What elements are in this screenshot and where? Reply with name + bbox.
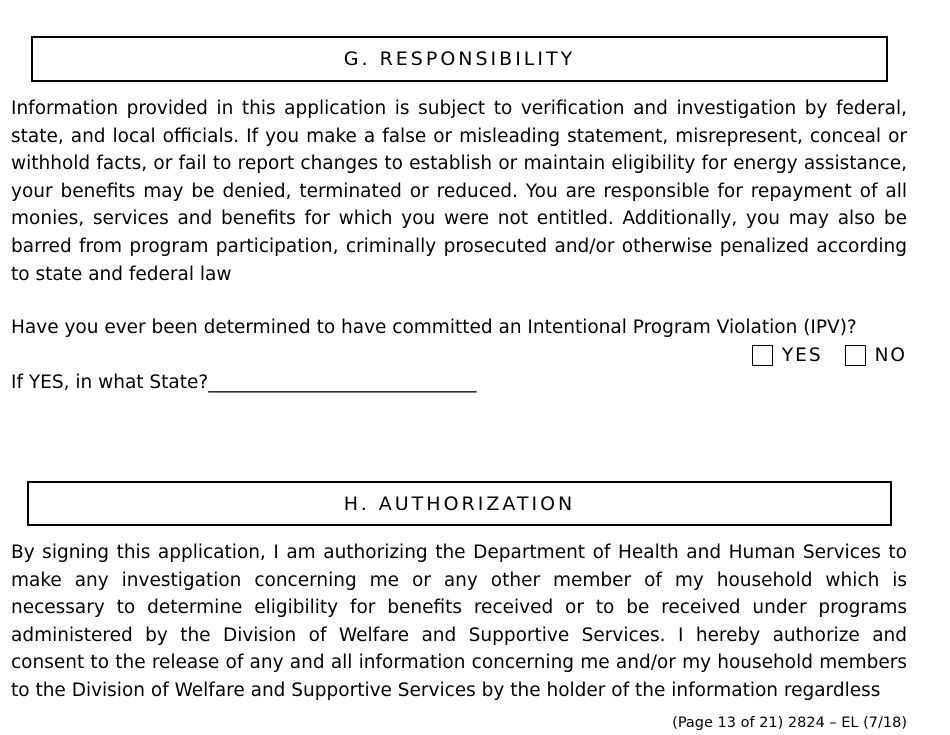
section-g-header xyxy=(31,36,888,82)
authorization-paragraph: By signing this application, I am authorizing the Department of Health and Human Services to make any investigation concerning me or any other member of my household which is necessary to determine eligibility for benefits received or to be received under programs administered by the Division of Welfare and Supportive Services. I hereby authorize and consent to the release of any and all information concerning me and/or my household members to the Division of Welfare and Supportive Services by the holder of the information regardless xyxy=(11,542,907,701)
responsibility-paragraph: Information provided in this application is subject to verification and investigation by federal, state, and local officials. If you make a false or misleading statement, misrepresent, conceal or withhold facts, or fail to report changes to establish or maintain eligibility for energy assistance, your benefits may be denied, terminated or reduced. You are responsible for repayment of all monies, services and benefits for which you were not entitled. Additionally, you may also be barred from program participation, criminally prosecuted and/or otherwise penalized according to state and federal law xyxy=(11,98,907,285)
section-g-title: G. RESPONSIBILITY xyxy=(343,48,576,70)
yes-option[interactable] xyxy=(752,345,823,366)
page-footer: (Page 13 of 21) 2824 – EL (7/18) xyxy=(672,715,907,731)
yes-checkbox[interactable] xyxy=(752,345,773,366)
no-checkbox[interactable] xyxy=(845,345,866,366)
no-option[interactable] xyxy=(845,345,907,366)
ipv-state-field[interactable]: If YES, in what State?_____________________________ xyxy=(11,372,477,393)
section-h-header xyxy=(27,481,892,526)
yes-label: YES xyxy=(781,345,823,366)
no-label: NO xyxy=(874,345,907,366)
ipv-question: Have you ever been determined to have committed an Intentional Program Violation (IPV)? xyxy=(11,317,857,338)
ipv-answer-options xyxy=(752,345,907,366)
section-h-title: H. AUTHORIZATION xyxy=(343,492,576,515)
